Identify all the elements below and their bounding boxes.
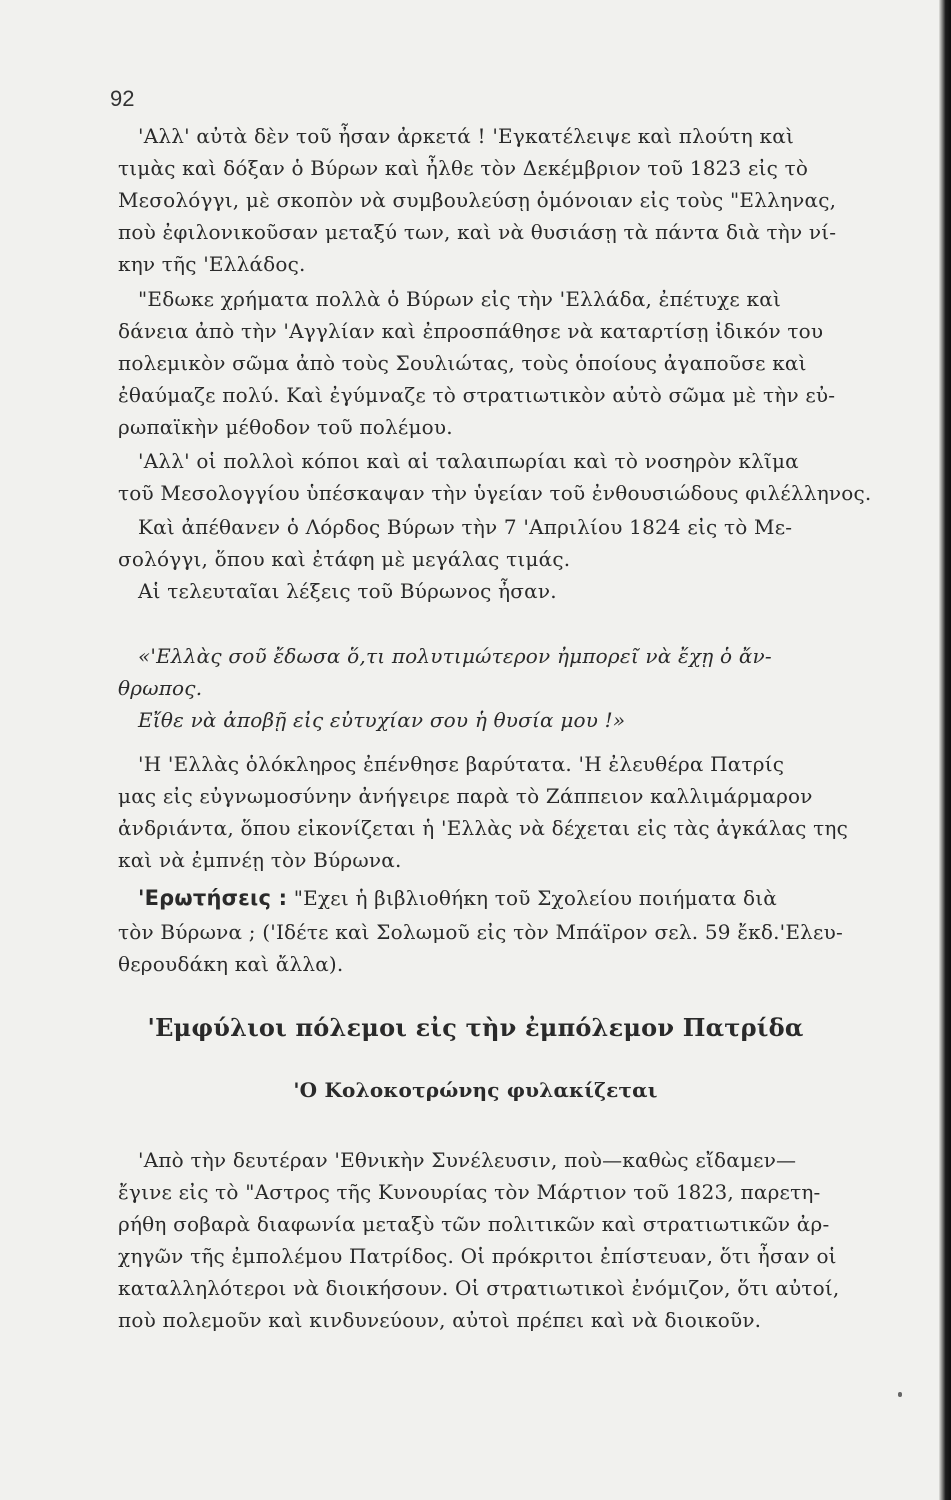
text-line: Μεσολόγγι, μὲ σκοπὸν νὰ συμβουλεύσῃ ὁμόνοιαν εἰς τοὺς "Ελληνας, [118,188,837,212]
text-line: ποὺ ἐφιλονικοῦσαν μεταξύ των, καὶ νὰ θυσιάσῃ τὰ πάντα διὰ τὴν νί- [118,220,837,244]
text-line: πολεμικὸν σῶμα ἀπὸ τοὺς Σουλιώτας, τοὺς ὁποίους ἀγαποῦσε καὶ [118,351,807,375]
text-line: Καὶ ἀπέθανεν ὁ Λόρδος Βύρων τὴν 7 'Απριλίου 1824 εἰς τὸ Με- [138,515,793,539]
text-line: ρωπαϊκὴν μέθοδον τοῦ πολέμου. [118,415,453,439]
text-line: ἀνδριάντα, ὅπου εἰκονίζεται ἡ 'Ελλὰς νὰ δέχεται εἰς τὰς ἀγκάλας της [118,816,848,840]
questions-line [118,886,951,910]
questions-label: 'Ερωτήσεις : [138,886,288,910]
text-line: θερουδάκη καὶ ἄλλα). [118,952,344,976]
text-line: 'Η 'Ελλὰς ὁλόκληρος ἐπένθησε βαρύτατα. 'Η ἐλευθέρα Πατρίς [138,752,785,776]
text-line: ποὺ πολεμοῦν καὶ κινδυνεύουν, αὐτοὶ πρέπει καὶ νὰ διοικοῦν. [118,1308,762,1332]
page-edge-shadow [939,0,951,1500]
text-line: ρήθη σοβαρὰ διαφωνία μεταξὺ τῶν πολιτικῶν καὶ στρατιωτικῶν ἀρ- [118,1212,830,1236]
text-line: Αἱ τελευταῖαι λέξεις τοῦ Βύρωνος ἦσαν. [138,579,557,603]
quote-line: «'Ελλὰς σοῦ ἔδωσα ὅ,τι πολυτιμώτερον ἠμπορεῖ νὰ ἔχῃ ὁ ἄν- [138,644,772,668]
text-line: μας εἰς εὐγνωμοσύνην ἀνήγειρε παρὰ τὸ Ζάππειον καλλιμάρμαρον [118,784,813,808]
text-line: 'Αλλ' αὐτὰ δὲν τοῦ ἦσαν ἀρκετά ! 'Εγκατέλειψε καὶ πλούτη καὶ [138,124,794,148]
text-line: ἔγινε εἰς τὸ "Αστρος τῆς Κυνουρίας τὸν Μάρτιον τοῦ 1823, παρετη- [118,1180,821,1204]
text-line: καὶ νὰ ἐμπνέῃ τὸν Βύρωνα. [118,848,402,872]
paper-speck [898,1392,902,1397]
text-line: κην τῆς 'Ελλάδος. [118,252,306,276]
quote-line: θρωπος. [118,676,203,700]
text-line: τοῦ Μεσολογγίου ὑπέσκαψαν τὴν ὑγείαν τοῦ ἐνθουσιώδους φιλέλληνος. [118,481,872,505]
text-line: τὸν Βύρωνα ; ('Ιδέτε καὶ Σολωμοῦ εἰς τὸν Μπάϊρον σελ. 59 ἔκδ.'Ελευ- [118,920,843,944]
text-line: "Εδωκε χρήματα πολλὰ ὁ Βύρων εἰς τὴν 'Ελλάδα, ἐπέτυχε καὶ [138,287,781,311]
text-line: 'Απὸ τὴν δευτέραν 'Εθνικὴν Συνέλευσιν, ποὺ—καθὼς εἴδαμεν— [138,1148,797,1172]
text-line: ἐθαύμαζε πολύ. Καὶ ἐγύμναζε τὸ στρατιωτικὸν αὐτὸ σῶμα μὲ τὴν εὐ- [118,383,836,407]
text-line: τιμὰς καὶ δόξαν ὁ Βύρων καὶ ἦλθε τὸν Δεκέμβριον τοῦ 1823 εἰς τὸ [118,156,809,180]
questions-text: "Εχει ἡ βιβλιοθήκη τοῦ Σχολείου ποιήματα διὰ [293,886,777,910]
quote-line: Εἴθε νὰ ἀποβῇ εἰς εὐτυχίαν σου ἡ θυσία μου !» [138,708,626,732]
text-line: 'Αλλ' οἱ πολλοὶ κόποι καὶ αἱ ταλαιπωρίαι καὶ τὸ νοσηρὸν κλῖμα [138,449,799,473]
text-line: χηγῶν τῆς ἐμπολέμου Πατρίδος. Οἱ πρόκριτοι ἐπίστευαν, ὅτι ἦσαν οἱ [118,1244,837,1268]
section-subtitle: 'Ο Κολοκοτρώνης φυλακίζεται [293,1078,658,1102]
section-title: 'Εμφύλιοι πόλεμοι εἰς τὴν ἐμπόλεμον Πατρίδα [147,1013,804,1042]
text-line: δάνεια ἀπὸ τὴν 'Αγγλίαν καὶ ἐπροσπάθησε νὰ καταρτίσῃ ἰδικόν του [118,319,824,343]
page-number: 92 [110,86,135,111]
text-line: καταλληλότεροι νὰ διοικήσουν. Οἱ στρατιωτικοὶ ἐνόμιζον, ὅτι αὐτοί, [118,1276,840,1300]
text-line: σολόγγι, ὅπου καὶ ἐτάφη μὲ μεγάλας τιμάς. [118,547,571,571]
